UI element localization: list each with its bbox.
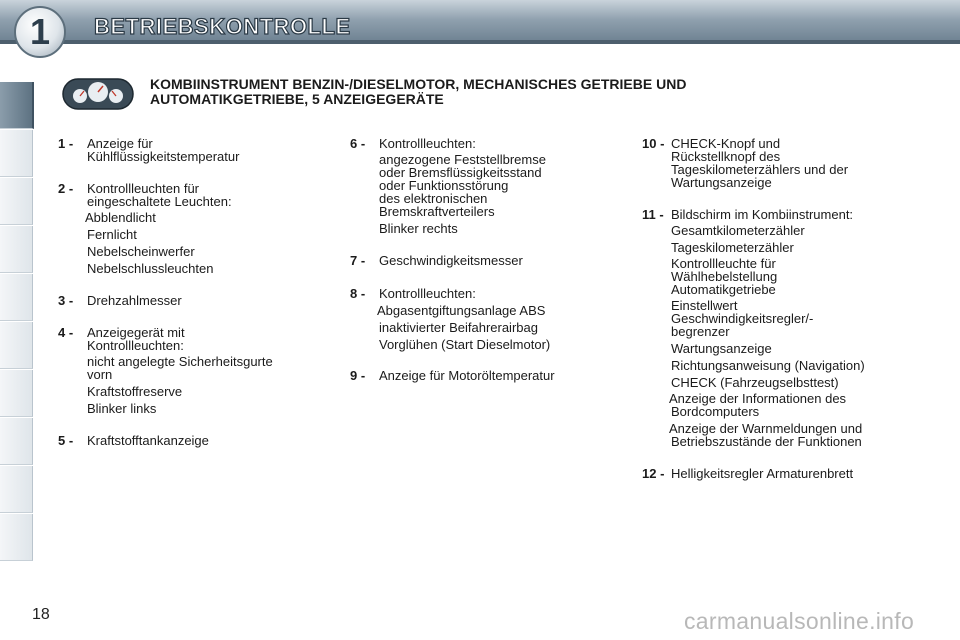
item-6-sub-1-line-1: angezogene Feststellbremse bbox=[379, 152, 546, 167]
item-2-text-line-2: eingeschaltete Leuchten: bbox=[87, 194, 232, 209]
item-11-sub-3-line-2: Wählhebelstellung bbox=[671, 269, 778, 284]
item-6-sub-1-line-2: oder Bremsflüssigkeitsstand bbox=[379, 165, 542, 180]
item-11-sub-4-line-2: Geschwindigkeitsregler/- bbox=[671, 311, 814, 326]
item-11-sub-2: Tageskilometerzähler bbox=[671, 240, 794, 255]
chapter-title: BETRIEBSKONTROLLE bbox=[94, 14, 351, 39]
item-11-sub-3-line-3: Automatikgetriebe bbox=[671, 282, 776, 297]
section-title bbox=[150, 77, 850, 107]
item-2-sub-2: Fernlicht bbox=[87, 227, 137, 242]
item-6-sub-1-line-3: oder Funktionsstörung bbox=[379, 178, 509, 193]
item-11-sub-5: Wartungsanzeige bbox=[671, 341, 772, 356]
item-8-text: Kontrollleuchten: bbox=[379, 286, 476, 301]
item-2-sub-3: Nebelscheinwerfer bbox=[87, 244, 195, 259]
side-tab-chapter-7[interactable] bbox=[0, 370, 33, 417]
side-tab-chapter-6[interactable] bbox=[0, 322, 33, 369]
item-1-text-line-1: Anzeige für bbox=[87, 136, 153, 151]
item-6-sub-1-line-4: des elektronischen bbox=[379, 191, 488, 206]
item-4-text-line-1: Anzeigegerät mit bbox=[87, 325, 185, 340]
item-2-sub-1: Abblendlicht bbox=[85, 210, 156, 225]
item-6-text: Kontrollleuchten: bbox=[379, 136, 476, 151]
item-3-number: 3 - bbox=[58, 293, 74, 308]
item-2-text-line-1: Kontrollleuchten für bbox=[87, 181, 200, 196]
item-10-text-line-4: Wartungsanzeige bbox=[671, 175, 772, 190]
item-1-text-line-2: Kühlflüssigkeitstemperatur bbox=[87, 149, 240, 164]
item-6-sub-2: Blinker rechts bbox=[379, 221, 458, 236]
item-10-number: 10 - bbox=[642, 136, 665, 151]
side-tab-chapter-10[interactable] bbox=[0, 514, 33, 561]
item-5-number: 5 - bbox=[58, 433, 74, 448]
item-7-text: Geschwindigkeitsmesser bbox=[379, 253, 523, 268]
item-7-number: 7 - bbox=[350, 253, 366, 268]
side-tab-chapter-4[interactable] bbox=[0, 226, 33, 273]
item-8-sub-1: Abgasentgiftungsanlage ABS bbox=[377, 303, 546, 318]
item-4-text-line-2: Kontrollleuchten: bbox=[87, 338, 184, 353]
watermark: carmanualsonline.info bbox=[684, 608, 915, 634]
side-tab-chapter-2[interactable] bbox=[0, 130, 33, 177]
item-3-text: Drehzahlmesser bbox=[87, 293, 182, 308]
item-9-text: Anzeige für Motoröltemperatur bbox=[379, 368, 555, 383]
item-10-text-line-2: Rückstellknopf des bbox=[671, 149, 781, 164]
legend-column-2 bbox=[350, 137, 610, 397]
item-11-sub-8-line-1: Anzeige der Informationen des bbox=[669, 391, 847, 406]
item-11-sub-6: Richtungsanweisung (Navigation) bbox=[671, 358, 865, 373]
item-2-number: 2 - bbox=[58, 181, 74, 196]
item-4-sub-1-line-2: vorn bbox=[87, 367, 113, 382]
item-12-number: 12 - bbox=[642, 466, 665, 481]
item-11-sub-8-line-2: Bordcomputers bbox=[671, 404, 760, 419]
item-11-sub-9-line-1: Anzeige der Warnmeldungen und bbox=[669, 421, 863, 436]
instrument-cluster-icon bbox=[62, 76, 134, 112]
item-4-sub-2: Kraftstoffreserve bbox=[87, 384, 183, 399]
item-11-sub-9-line-2: Betriebszustände der Funktionen bbox=[671, 434, 862, 449]
item-10-text-line-3: Tageskilometerzählers und der bbox=[671, 162, 849, 177]
item-8-sub-2: inaktivierter Beifahrerairbag bbox=[379, 320, 538, 335]
item-11-sub-7: CHECK (Fahrzeugselbsttest) bbox=[671, 375, 839, 390]
side-tab-chapter-3[interactable] bbox=[0, 178, 33, 225]
item-11-sub-4-line-3: begrenzer bbox=[671, 324, 730, 339]
side-tab-chapter-5[interactable] bbox=[0, 274, 33, 321]
item-6-number: 6 - bbox=[350, 136, 366, 151]
item-11-sub-4-line-1: Einstellwert bbox=[671, 298, 738, 313]
item-8-sub-3: Vorglühen (Start Dieselmotor) bbox=[379, 337, 551, 352]
item-2-sub-4: Nebelschlussleuchten bbox=[87, 261, 214, 276]
legend-column-1 bbox=[58, 137, 328, 457]
page-number: 18 bbox=[32, 606, 50, 623]
item-8-number: 8 - bbox=[350, 286, 366, 301]
item-12-text: Helligkeitsregler Armaturenbrett bbox=[671, 466, 854, 481]
item-4-number: 4 - bbox=[58, 325, 74, 340]
item-1-number: 1 - bbox=[58, 136, 74, 151]
item-11-sub-1: Gesamtkilometerzähler bbox=[671, 223, 805, 238]
chapter-badge bbox=[14, 6, 66, 58]
item-6-sub-1-line-5: Bremskraftverteilers bbox=[379, 204, 495, 219]
side-tab-chapter-1[interactable] bbox=[0, 82, 34, 129]
item-11-number: 11 - bbox=[642, 207, 664, 222]
item-10-text-line-1: CHECK-Knopf und bbox=[671, 136, 781, 151]
item-9-number: 9 - bbox=[350, 368, 366, 383]
item-4-sub-1-line-1: nicht angelegte Sicherheitsgurte bbox=[87, 354, 273, 369]
item-4-sub-3: Blinker links bbox=[87, 401, 157, 416]
side-tab-chapter-9[interactable] bbox=[0, 466, 33, 513]
item-11-text: Bildschirm im Kombiinstrument: bbox=[671, 207, 854, 222]
side-tab-strip bbox=[0, 66, 34, 576]
legend-column-3 bbox=[642, 137, 942, 487]
section-title-line-1: KOMBIINSTRUMENT BENZIN-/DIESELMOTOR, MECHANISCHES GETRIEBE UND bbox=[150, 76, 687, 92]
section-title-line-2: AUTOMATIKGETRIEBE, 5 ANZEIGEGERÄTE bbox=[150, 91, 444, 107]
header-stripe bbox=[0, 40, 960, 44]
item-5-text: Kraftstofftankanzeige bbox=[87, 433, 209, 448]
chapter-number: 1 bbox=[29, 11, 51, 52]
side-tab-chapter-8[interactable] bbox=[0, 418, 33, 465]
item-11-sub-3-line-1: Kontrollleuchte für bbox=[671, 256, 776, 271]
